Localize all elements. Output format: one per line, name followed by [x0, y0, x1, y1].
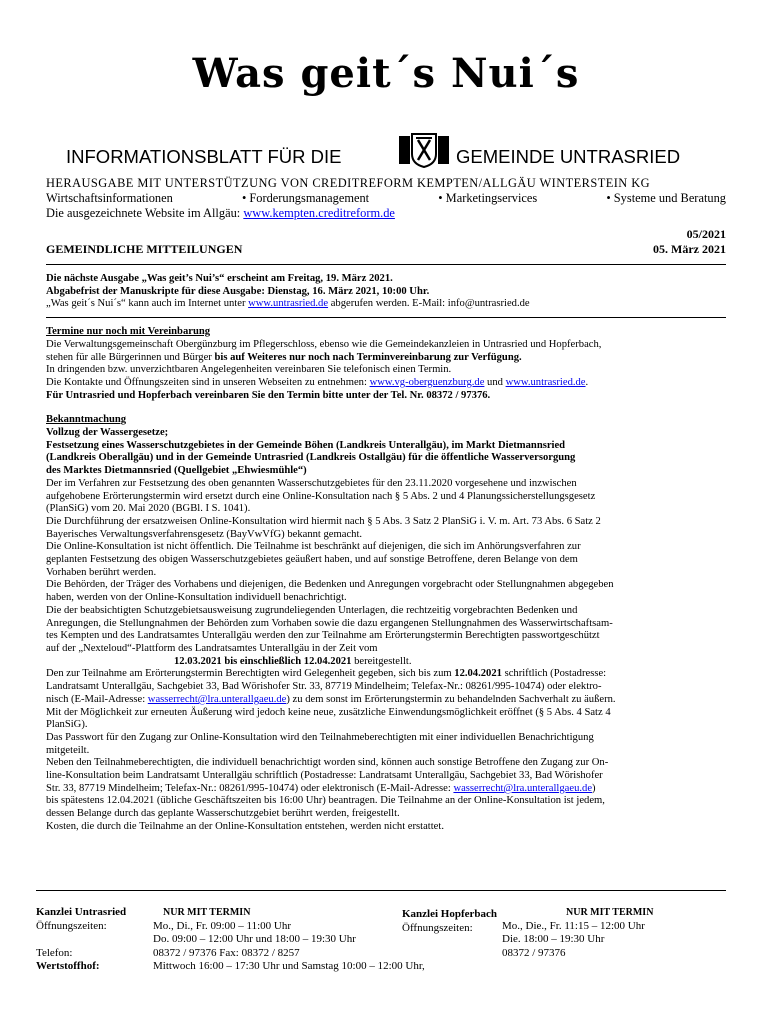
text-line: line-Konsultation beim Landratsamt Unterallgäu schriftlich (Postadresse: Landratsamt Unterallgäu, Sachgebiet 33, Bad Wörishofer — [46, 770, 603, 782]
text-line: aufgehobene Erörterungstermin wird ersetzt durch eine Online-Konsultation nach § 5 Abs. 2 und 4 Planungssicherstellungsgesetz — [46, 490, 596, 502]
text-line: tes Kempten und des Landratsamtes Unterallgäu werden den zur Teilnahme am Erörterungstermin Berechtigten passwortgeschützt — [46, 630, 600, 642]
footer-untrasried-values — [153, 906, 425, 974]
online-line — [46, 298, 726, 311]
text: . — [585, 376, 589, 388]
text-line: Der im Verfahren zur Festsetzung des oben genannten Wasserschutzgebietes für den 23.11.2020 vorgesehene und inzwischen — [46, 477, 577, 489]
service-item: • Forderungsmanagement — [241, 191, 370, 205]
deadline: Abgabefrist der Manuskripte für diese Ausgabe: Dienstag, 16. März 2021, 10:00 Uhr. — [46, 285, 430, 297]
website-line — [46, 206, 726, 221]
deadline-date: 12.04.2021 — [454, 668, 502, 680]
text: Den zur Teilnahme am Erörterungstermin Berechtigten wird Gelegenheit gegeben, sich bis zum — [46, 668, 455, 680]
phone-label: Telefon: — [36, 946, 73, 959]
issue-header — [46, 227, 726, 257]
masthead-title: Was geit´s Nui´s — [192, 50, 580, 97]
issue-heading: GEMEINDLICHE MITTEILUNGEN — [46, 242, 243, 256]
text-line: Das Passwort für den Zugang zur Online-Konsultation wird den Teilnahmeberechtigten mit einer individuellen Benachrichtigung — [46, 731, 594, 743]
footer-untrasried — [36, 906, 126, 974]
next-issue-date: Die nächste Ausgabe „Was geit’s Nui’s“ erscheint am Freitag, 19. März 2021. — [46, 273, 393, 284]
appointment-badge: NUR MIT TERMIN — [163, 907, 251, 918]
text-line: Die Durchführung der ersatzweisen Online-Konsultation wird hiermit nach § 5 Abs. 3 Satz 2 PlanSiG i. V. m. Art. 73 Abs. 6 Satz 2 — [46, 515, 601, 527]
email-link[interactable]: wasserrecht@lra.unterallgaeu.de — [147, 693, 287, 705]
info-left: INFORMATIONSBLATT FÜR DIE — [66, 146, 342, 167]
text: ) zu dem sonst im Erörterungstermin zu behandelnden Sachverhalt zu äußern. — [286, 693, 616, 705]
appointment-badge: NUR MIT TERMIN — [566, 907, 654, 918]
paragraph: Für Untrasried und Hopferbach vereinbaren Sie den Termin bitte unter der Tel. Nr. 08372 / 97376. — [46, 389, 491, 401]
text-line: Mit der Möglichkeit zur erneuten Äußerung wird jedoch keine neue, zusätzliche Einwendungsmöglichkeit eröffnet (§ 5 Abs. 4 Satz 4 — [46, 706, 611, 718]
text-line: Vorhaben berührt werden. — [46, 566, 157, 578]
service-item: • Marketingservices — [438, 191, 538, 205]
text-line — [46, 668, 726, 681]
publisher-line — [46, 176, 726, 191]
office-title: Kanzlei Hopferbach — [402, 908, 498, 920]
footer-hopferbach-values — [502, 906, 653, 960]
next-issue-notice — [46, 273, 726, 311]
termine-section — [46, 326, 726, 402]
divider — [46, 264, 726, 265]
text-line: auf der „Nexteloud“-Plattform des Landratsamtes Unterallgäu in der Zeit vom — [46, 642, 378, 654]
heading: (Landkreis Oberallgäu) und in der Gemeinde Untrasried (Landkreis Ostallgäu) für die öffentliche Wasserversorgung — [46, 452, 576, 464]
text: Str. 33, 87719 Mindelheim; Telefax-Nr.: 08261/995-10474) oder elektronisch (E-Mail-Adresse: — [46, 782, 454, 794]
paragraph: In dringenden bzw. unverzichtbaren Angelegenheiten vereinbaren Sie telefonisch einen Termin. — [46, 364, 452, 376]
waste-label: Wertstoffhof: — [36, 960, 100, 972]
phone-value: 08372 / 97376 Fax: 08372 / 8257 — [153, 946, 300, 959]
hours-value: Mo., Di., Fr. 09:00 – 11:00 Uhr — [153, 919, 292, 932]
service-item: • Systeme und Beratung — [606, 191, 726, 205]
section-title: Bekanntmachung — [46, 414, 127, 426]
hours-value: Do. 09:00 – 12:00 Uhr und 18:00 – 19:30 Uhr — [153, 933, 356, 945]
text-line — [46, 783, 726, 796]
text: Die Kontakte und Öffnungszeiten sind in unseren Webseiten zu entnehmen: — [46, 376, 370, 388]
text: ) — [592, 782, 596, 794]
email-link[interactable]: wasserrecht@lra.unterallgaeu.de — [453, 782, 593, 794]
bold-text: bis auf Weiteres nur noch nach Terminvereinbarung zur Verfügung. — [214, 351, 522, 363]
text-line: bis spätestens 12.04.2021 (übliche Geschäftszeiten bis 16:00 Uhr) beantragen. Die Teilnahme an der Online-Konsultation ist jedem, — [46, 795, 605, 807]
period-dates: 12.03.2021 bis einschließlich 12.04.2021 — [174, 655, 352, 667]
publisher-block — [46, 176, 726, 221]
text: nisch (E-Mail-Adresse: — [46, 693, 148, 705]
hours-label: Öffnungszeiten: — [36, 919, 107, 932]
text-line: geplanten Festsetzung des obigen Wasserschutzgebietes geäußert haben, und auf sonstige Betroffene, deren Belange von dem — [46, 554, 578, 566]
website-label: Die ausgezeichnete Website im Allgäu: — [46, 206, 244, 220]
bekanntmachung-section — [46, 414, 726, 833]
office-title: Kanzlei Untrasried — [36, 906, 127, 918]
heading: des Marktes Dietmannsried (Quellgebiet „Ehwiesmühle“) — [46, 465, 307, 477]
paragraph — [46, 377, 726, 390]
issue-date: 05. März 2021 — [653, 242, 726, 256]
info-right: GEMEINDE UNTRASRIED — [456, 146, 681, 167]
waste-value: Mittwoch 16:00 – 17:30 Uhr und Samstag 10:00 – 12:00 Uhr, — [153, 960, 425, 972]
text-line: PlanSiG). — [46, 719, 88, 731]
text-line: Landratsamt Unterallgäu, Sachgebiet 33, Bad Wörishofer Str. 33, 87719 Mindelheim; Telefax-Nr.: 08261/995-10474) oder elektro- — [46, 681, 602, 693]
text-line — [46, 694, 726, 707]
text-line: Neben den Teilnahmeberechtigten, die individuell benachrichtigt worden sind, können auch sonstige Betroffene den Zugang zur On- — [46, 757, 609, 769]
divider — [46, 317, 726, 318]
text-line: Anregungen, die Stellungnahmen der Behörden zum Vorhaben sowie die dazu ergangenen Stellungnahmen des Wasserwirtschaftsam- — [46, 617, 613, 629]
text-line: (PlanSiG) vom 20. Mai 2020 (BGBl. I S. 1041). — [46, 503, 251, 515]
period-line — [46, 656, 726, 669]
heading: Festsetzung eines Wasserschutzgebietes in der Gemeinde Böhen (Landkreis Unterallgäu), im Markt Dietmannsried — [46, 439, 566, 451]
text-line: dessen Belange durch das geplante Wasserschutzgebiet berührt werden, freigestellt. — [46, 808, 400, 820]
email-text: abgerufen werden. E-Mail: info@untrasried.de — [328, 298, 530, 310]
vg-link[interactable]: www.vg-oberguenzburg.de — [369, 376, 485, 388]
heading: Vollzug der Wassergesetze; — [46, 427, 169, 439]
info-line — [46, 132, 726, 172]
section-title: Termine nur noch mit Vereinbarung — [46, 326, 211, 338]
coat-of-arms-icon — [398, 132, 450, 168]
creditreform-link[interactable]: www.kempten.creditreform.de — [243, 206, 395, 220]
text-line: Die Online-Konsultation ist nicht öffentlich. Die Teilnahme ist beschränkt auf diejenigen, die sich im Anhörungsverfahren zur — [46, 541, 581, 553]
issue-number: 05/2021 — [686, 227, 726, 241]
untrasried-link[interactable]: www.untrasried.de — [248, 298, 329, 310]
footer-divider — [36, 890, 726, 891]
text-line: Kosten, die durch die Teilnahme an der Online-Konsultation entstehen, werden nicht erstattet. — [46, 820, 444, 832]
hours-value: Mo., Die., Fr. 11:15 – 12:00 Uhr — [502, 919, 645, 932]
text-line: Bayerisches Verwaltungsverfahrensgesetz (BayVwVfG) bekannt gemacht. — [46, 528, 363, 540]
paragraph — [46, 352, 726, 365]
service-item: Wirtschaftsinformationen — [46, 191, 173, 205]
online-text: „Was geit´s Nui´s“ kann auch im Internet unter — [46, 298, 249, 310]
text-line: mitgeteilt. — [46, 744, 90, 756]
text: und — [484, 376, 506, 388]
text-line: Die Behörden, der Träger des Vorhabens und diejenigen, die Bedenken und Anregungen vorgebracht oder Stellungnahmen abgegeben — [46, 579, 614, 591]
text: stehen für alle Bürgerinnen und Bürger — [46, 351, 215, 363]
untrasried-link[interactable]: www.untrasried.de — [505, 376, 586, 388]
paragraph: Die Verwaltungsgemeinschaft Obergünzburg im Pflegerschloss, ebenso wie die Gemeindekanzleien in Untrasried und Hopferbach, — [46, 338, 602, 350]
phone-value: 08372 / 97376 — [502, 946, 566, 959]
publisher-text: HERAUSGABE MIT UNTERSTÜTZUNG VON CREDITREFORM KEMPTEN/ALLGÄU WINTERSTEIN KG — [46, 176, 651, 190]
hours-label: Öffnungszeiten: — [402, 921, 473, 934]
text-line: haben, werden von der Online-Konsultation individuell benachrichtigt. — [46, 592, 347, 604]
hours-value: Die. 18:00 – 19:30 Uhr — [502, 933, 605, 945]
footer-hopferbach — [402, 906, 497, 935]
text: bereitgestellt. — [351, 655, 412, 667]
text-line: Die der beabsichtigten Schutzgebietsausweisung zugrundeliegenden Unterlagen, die rechtzeitig vorgebrachten Bedenken und — [46, 604, 578, 616]
text: schriftlich (Postadresse: — [501, 668, 607, 680]
services-line — [46, 191, 726, 206]
